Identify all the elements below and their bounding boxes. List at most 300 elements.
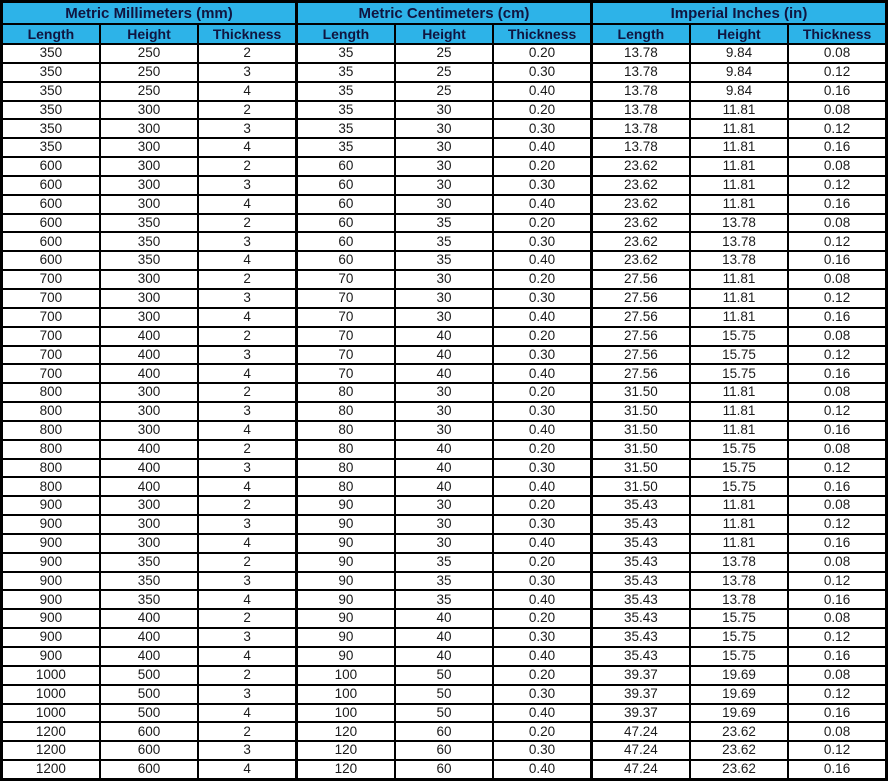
table-row [2, 346, 887, 365]
table-cell: 50 [395, 685, 493, 704]
table-cell: 350 [100, 232, 198, 251]
table-row [2, 138, 887, 157]
table-cell: 0.08 [788, 440, 886, 459]
table-row [2, 440, 887, 459]
table-cell: 40 [395, 647, 493, 666]
table-cell: 0.20 [493, 214, 591, 233]
table-cell: 900 [2, 534, 100, 553]
table-cell: 60 [296, 195, 394, 214]
table-cell: 3 [198, 741, 296, 760]
table-cell: 25 [395, 44, 493, 63]
table-cell: 250 [100, 44, 198, 63]
table-cell: 11.81 [690, 119, 788, 138]
table-cell: 3 [198, 119, 296, 138]
table-cell: 31.50 [591, 477, 689, 496]
table-cell: 400 [100, 346, 198, 365]
table-cell: 90 [296, 647, 394, 666]
table-cell: 2 [198, 666, 296, 685]
table-cell: 0.30 [493, 628, 591, 647]
table-cell: 9.84 [690, 44, 788, 63]
table-cell: 100 [296, 666, 394, 685]
table-cell: 400 [100, 440, 198, 459]
table-cell: 35.43 [591, 609, 689, 628]
table-cell: 400 [100, 609, 198, 628]
table-cell: 600 [100, 741, 198, 760]
table-row [2, 101, 887, 120]
table-row [2, 666, 887, 685]
table-cell: 0.40 [493, 308, 591, 327]
table-cell: 0.08 [788, 666, 886, 685]
table-cell: 0.16 [788, 364, 886, 383]
table-cell: 4 [198, 251, 296, 270]
table-cell: 9.84 [690, 82, 788, 101]
table-cell: 350 [100, 590, 198, 609]
table-cell: 0.20 [493, 270, 591, 289]
table-cell: 0.30 [493, 232, 591, 251]
table-cell: 120 [296, 722, 394, 741]
table-cell: 3 [198, 289, 296, 308]
table-cell: 350 [2, 138, 100, 157]
table-cell: 300 [100, 515, 198, 534]
table-cell: 0.40 [493, 477, 591, 496]
table-cell: 80 [296, 477, 394, 496]
table-cell: 4 [198, 647, 296, 666]
table-cell: 40 [395, 327, 493, 346]
table-cell: 35 [395, 590, 493, 609]
table-cell: 0.12 [788, 176, 886, 195]
table-cell: 60 [296, 157, 394, 176]
table-cell: 1000 [2, 704, 100, 723]
table-cell: 0.20 [493, 666, 591, 685]
table-cell: 300 [100, 421, 198, 440]
table-cell: 0.12 [788, 346, 886, 365]
table-cell: 0.16 [788, 251, 886, 270]
table-cell: 13.78 [591, 63, 689, 82]
table-cell: 1200 [2, 722, 100, 741]
table-cell: 40 [395, 346, 493, 365]
table-cell: 0.16 [788, 195, 886, 214]
table-cell: 13.78 [591, 44, 689, 63]
table-row [2, 402, 887, 421]
table-cell: 1000 [2, 666, 100, 685]
table-cell: 0.12 [788, 685, 886, 704]
table-cell: 15.75 [690, 327, 788, 346]
table-cell: 13.78 [591, 101, 689, 120]
table-cell: 0.12 [788, 232, 886, 251]
table-row [2, 214, 887, 233]
table-cell: 13.78 [690, 232, 788, 251]
table-cell: 3 [198, 515, 296, 534]
table-cell: 100 [296, 704, 394, 723]
table-cell: 900 [2, 609, 100, 628]
table-cell: 120 [296, 741, 394, 760]
table-cell: 13.78 [690, 251, 788, 270]
table-cell: 300 [100, 402, 198, 421]
table-cell: 30 [395, 270, 493, 289]
table-cell: 300 [100, 138, 198, 157]
table-cell: 40 [395, 440, 493, 459]
table-cell: 800 [2, 459, 100, 478]
table-cell: 0.16 [788, 138, 886, 157]
table-row [2, 383, 887, 402]
table-cell: 90 [296, 590, 394, 609]
table-cell: 25 [395, 82, 493, 101]
table-cell: 35 [395, 572, 493, 591]
table-cell: 35 [296, 82, 394, 101]
col-header-in-length: Length [591, 24, 689, 44]
table-cell: 0.12 [788, 289, 886, 308]
group-title-cm: Metric Centimeters (cm) [296, 2, 591, 25]
table-cell: 23.62 [690, 722, 788, 741]
table-cell: 0.30 [493, 289, 591, 308]
table-cell: 90 [296, 515, 394, 534]
group-title-in: Imperial Inches (in) [591, 2, 886, 25]
table-cell: 120 [296, 760, 394, 779]
table-cell: 0.16 [788, 590, 886, 609]
table-cell: 4 [198, 590, 296, 609]
table-cell: 350 [2, 63, 100, 82]
table-header [2, 2, 887, 45]
table-row [2, 760, 887, 779]
table-cell: 900 [2, 515, 100, 534]
table-cell: 0.40 [493, 534, 591, 553]
table-cell: 0.16 [788, 308, 886, 327]
table-cell: 35 [395, 214, 493, 233]
table-cell: 27.56 [591, 289, 689, 308]
table-cell: 900 [2, 647, 100, 666]
table-cell: 35 [395, 232, 493, 251]
table-cell: 70 [296, 308, 394, 327]
table-cell: 15.75 [690, 477, 788, 496]
table-cell: 300 [100, 119, 198, 138]
table-row [2, 685, 887, 704]
table-cell: 23.62 [591, 232, 689, 251]
table-cell: 800 [2, 477, 100, 496]
table-cell: 0.16 [788, 534, 886, 553]
table-cell: 80 [296, 383, 394, 402]
table-row [2, 232, 887, 251]
table-cell: 30 [395, 119, 493, 138]
table-cell: 13.78 [591, 138, 689, 157]
table-cell: 11.81 [690, 101, 788, 120]
table-cell: 35 [296, 63, 394, 82]
table-row [2, 459, 887, 478]
table-cell: 0.08 [788, 270, 886, 289]
table-cell: 0.16 [788, 760, 886, 779]
table-cell: 13.78 [690, 590, 788, 609]
table-cell: 27.56 [591, 308, 689, 327]
table-row [2, 195, 887, 214]
table-cell: 30 [395, 195, 493, 214]
table-cell: 19.69 [690, 704, 788, 723]
table-cell: 80 [296, 440, 394, 459]
table-row [2, 308, 887, 327]
table-cell: 2 [198, 553, 296, 572]
table-cell: 11.81 [690, 138, 788, 157]
table-cell: 4 [198, 760, 296, 779]
table-cell: 350 [2, 101, 100, 120]
table-cell: 700 [2, 289, 100, 308]
table-cell: 13.78 [690, 214, 788, 233]
table-cell: 700 [2, 308, 100, 327]
table-cell: 15.75 [690, 609, 788, 628]
table-cell: 11.81 [690, 515, 788, 534]
table-cell: 3 [198, 628, 296, 647]
table-cell: 23.62 [690, 741, 788, 760]
table-cell: 0.40 [493, 138, 591, 157]
table-cell: 13.78 [591, 119, 689, 138]
col-header-in-height: Height [690, 24, 788, 44]
table-cell: 0.12 [788, 741, 886, 760]
table-cell: 600 [2, 176, 100, 195]
table-cell: 0.30 [493, 515, 591, 534]
table-cell: 2 [198, 270, 296, 289]
table-cell: 35 [296, 101, 394, 120]
table-cell: 35.43 [591, 515, 689, 534]
table-cell: 0.40 [493, 421, 591, 440]
table-cell: 400 [100, 364, 198, 383]
table-cell: 35.43 [591, 590, 689, 609]
table-cell: 900 [2, 590, 100, 609]
table-cell: 35.43 [591, 553, 689, 572]
table-cell: 0.12 [788, 459, 886, 478]
table-row [2, 722, 887, 741]
table-cell: 4 [198, 82, 296, 101]
table-cell: 4 [198, 138, 296, 157]
table-cell: 300 [100, 496, 198, 515]
table-cell: 250 [100, 63, 198, 82]
table-cell: 90 [296, 628, 394, 647]
table-cell: 30 [395, 289, 493, 308]
table-cell: 2 [198, 722, 296, 741]
table-row [2, 270, 887, 289]
table-cell: 350 [2, 82, 100, 101]
table-cell: 4 [198, 704, 296, 723]
table-row [2, 534, 887, 553]
table-cell: 800 [2, 440, 100, 459]
table-row [2, 496, 887, 515]
table-cell: 0.20 [493, 722, 591, 741]
table-row [2, 289, 887, 308]
table-cell: 39.37 [591, 666, 689, 685]
table-cell: 90 [296, 609, 394, 628]
table-cell: 15.75 [690, 440, 788, 459]
table-cell: 900 [2, 572, 100, 591]
table-cell: 0.20 [493, 553, 591, 572]
table-cell: 300 [100, 383, 198, 402]
table-cell: 0.30 [493, 685, 591, 704]
table-cell: 70 [296, 364, 394, 383]
table-row [2, 63, 887, 82]
table-cell: 600 [2, 157, 100, 176]
table-cell: 70 [296, 346, 394, 365]
table-cell: 11.81 [690, 308, 788, 327]
table-cell: 27.56 [591, 346, 689, 365]
table-cell: 60 [296, 214, 394, 233]
table-cell: 0.12 [788, 628, 886, 647]
table-cell: 0.16 [788, 82, 886, 101]
table-cell: 40 [395, 609, 493, 628]
table-cell: 35 [296, 119, 394, 138]
table-cell: 30 [395, 383, 493, 402]
table-cell: 300 [100, 101, 198, 120]
table-cell: 600 [2, 251, 100, 270]
table-cell: 27.56 [591, 364, 689, 383]
table-cell: 11.81 [690, 383, 788, 402]
table-cell: 0.40 [493, 364, 591, 383]
table-cell: 31.50 [591, 402, 689, 421]
col-header-mm-length: Length [2, 24, 100, 44]
table-cell: 0.20 [493, 157, 591, 176]
table-cell: 35 [296, 138, 394, 157]
table-cell: 3 [198, 402, 296, 421]
table-cell: 2 [198, 214, 296, 233]
table-cell: 30 [395, 515, 493, 534]
table-cell: 350 [100, 553, 198, 572]
table-cell: 0.16 [788, 477, 886, 496]
table-cell: 0.30 [493, 119, 591, 138]
table-cell: 0.20 [493, 327, 591, 346]
table-cell: 0.40 [493, 760, 591, 779]
table-cell: 30 [395, 176, 493, 195]
table-cell: 2 [198, 101, 296, 120]
table-row [2, 176, 887, 195]
col-header-mm-height: Height [100, 24, 198, 44]
table-cell: 700 [2, 364, 100, 383]
table-cell: 35 [296, 44, 394, 63]
table-cell: 0.20 [493, 383, 591, 402]
table-cell: 0.40 [493, 251, 591, 270]
table-cell: 60 [296, 251, 394, 270]
table-cell: 9.84 [690, 63, 788, 82]
table-cell: 0.20 [493, 44, 591, 63]
table-cell: 30 [395, 308, 493, 327]
table-cell: 0.16 [788, 704, 886, 723]
table-cell: 0.12 [788, 515, 886, 534]
table-row [2, 609, 887, 628]
table-cell: 0.40 [493, 590, 591, 609]
table-cell: 27.56 [591, 327, 689, 346]
table-cell: 100 [296, 685, 394, 704]
group-title-row [2, 2, 887, 25]
table-cell: 400 [100, 327, 198, 346]
table-cell: 23.62 [591, 251, 689, 270]
table-cell: 40 [395, 628, 493, 647]
table-cell: 60 [296, 176, 394, 195]
table-row [2, 628, 887, 647]
column-header-row [2, 24, 887, 44]
table-cell: 90 [296, 534, 394, 553]
table-cell: 11.81 [690, 421, 788, 440]
table-cell: 15.75 [690, 364, 788, 383]
table-cell: 600 [2, 195, 100, 214]
table-cell: 350 [100, 572, 198, 591]
table-cell: 0.16 [788, 421, 886, 440]
table-cell: 800 [2, 421, 100, 440]
table-cell: 0.08 [788, 44, 886, 63]
table-cell: 35 [395, 553, 493, 572]
table-cell: 350 [100, 251, 198, 270]
table-cell: 47.24 [591, 760, 689, 779]
table-cell: 0.08 [788, 383, 886, 402]
table-cell: 11.81 [690, 402, 788, 421]
table-cell: 350 [2, 44, 100, 63]
table-cell: 0.12 [788, 572, 886, 591]
table-cell: 0.20 [493, 609, 591, 628]
table-cell: 11.81 [690, 195, 788, 214]
table-cell: 0.30 [493, 402, 591, 421]
table-cell: 30 [395, 138, 493, 157]
table-cell: 23.62 [591, 195, 689, 214]
table-cell: 35.43 [591, 647, 689, 666]
table-cell: 250 [100, 82, 198, 101]
table-cell: 11.81 [690, 176, 788, 195]
table-row [2, 590, 887, 609]
table-cell: 11.81 [690, 270, 788, 289]
table-cell: 0.12 [788, 63, 886, 82]
table-cell: 1000 [2, 685, 100, 704]
table-cell: 600 [2, 232, 100, 251]
table-row [2, 553, 887, 572]
table-cell: 0.08 [788, 722, 886, 741]
table-cell: 2 [198, 327, 296, 346]
table-cell: 70 [296, 270, 394, 289]
table-row [2, 647, 887, 666]
table-cell: 0.30 [493, 572, 591, 591]
table-cell: 2 [198, 440, 296, 459]
table-cell: 11.81 [690, 534, 788, 553]
table-cell: 2 [198, 496, 296, 515]
table-cell: 0.20 [493, 440, 591, 459]
table-cell: 11.81 [690, 496, 788, 515]
table-cell: 39.37 [591, 685, 689, 704]
table-cell: 4 [198, 308, 296, 327]
table-row [2, 477, 887, 496]
table-cell: 80 [296, 421, 394, 440]
table-cell: 60 [296, 232, 394, 251]
table-cell: 0.08 [788, 609, 886, 628]
table-cell: 3 [198, 232, 296, 251]
table-body [2, 44, 887, 780]
table-cell: 23.62 [591, 176, 689, 195]
table-cell: 0.30 [493, 176, 591, 195]
table-cell: 13.78 [591, 82, 689, 101]
table-cell: 900 [2, 496, 100, 515]
table-cell: 0.40 [493, 647, 591, 666]
table-cell: 31.50 [591, 421, 689, 440]
table-cell: 400 [100, 628, 198, 647]
table-cell: 0.40 [493, 704, 591, 723]
table-cell: 60 [395, 741, 493, 760]
table-row [2, 119, 887, 138]
table-cell: 31.50 [591, 440, 689, 459]
table-cell: 700 [2, 327, 100, 346]
table-cell: 500 [100, 704, 198, 723]
group-title-mm: Metric Millimeters (mm) [2, 2, 297, 25]
table-cell: 800 [2, 383, 100, 402]
table-cell: 25 [395, 63, 493, 82]
table-cell: 350 [100, 214, 198, 233]
table-cell: 23.62 [690, 760, 788, 779]
table-cell: 400 [100, 459, 198, 478]
table-cell: 30 [395, 157, 493, 176]
table-cell: 60 [395, 760, 493, 779]
table-row [2, 157, 887, 176]
table-cell: 0.12 [788, 402, 886, 421]
table-cell: 0.08 [788, 553, 886, 572]
table-cell: 500 [100, 666, 198, 685]
table-cell: 30 [395, 402, 493, 421]
